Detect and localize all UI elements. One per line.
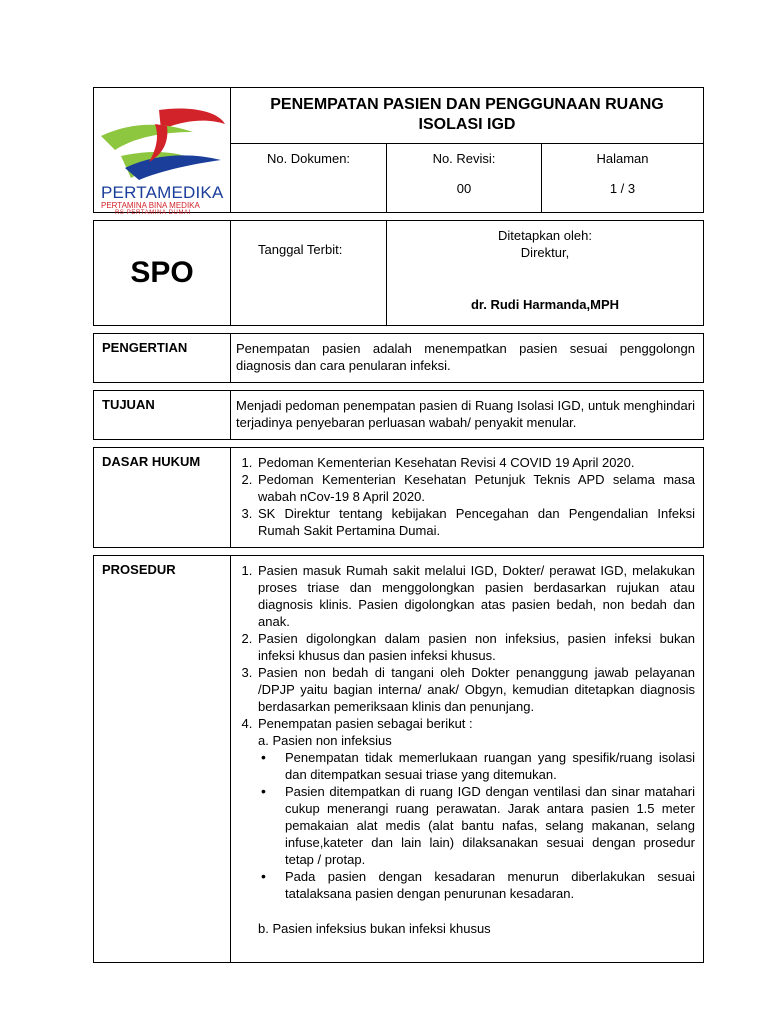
- section-text-pengertian: Penempatan pasien adalah menempatkan pasien sesuai penggolongn diagnosis dan cara penularan infeksi.: [231, 334, 704, 383]
- revision-label: No. Revisi:: [432, 151, 496, 166]
- approver-title: Direktur,: [520, 245, 570, 260]
- revision-cell: [387, 144, 542, 213]
- document-title: PENEMPATAN PASIEN DAN PENGGUNAAN RUANG ISOLASI IGD: [231, 88, 704, 144]
- list-item-text: Penempatan pasien sebagai berikut :: [258, 716, 473, 731]
- list-item: 3. SK Direktur tentang kebijakan Pencegahan dan Pengendalian Infeksi Rumah Sakit Pertamina Dumai.: [256, 505, 695, 539]
- logo-hospital: RS PERTAMINA DUMAI: [115, 210, 191, 216]
- revision-value: 00: [456, 181, 472, 196]
- issue-date-label: Tanggal Terbit:: [231, 221, 387, 326]
- section-label-pengertian: PENGERTIAN: [94, 334, 231, 383]
- logo-cell: [94, 88, 231, 216]
- list-item: 1. Pasien masuk Rumah sakit melalui IGD, Dokter/ perawat IGD, melakukan proses triase dan menggolongkan pasien berdasarkan rujukan atau diagnosis klinis. Pasien digolongkan atas pasien bedah, non bedah dan anak.: [256, 562, 695, 630]
- logo-name: PERTAMEDIKA: [101, 183, 224, 202]
- bullet-item: • Pada pasien dengan kesadaran menurun diberlakukan sesuai tatalaksana pasien dengan penurunan kesadaran.: [285, 868, 695, 902]
- header-table: [93, 87, 704, 963]
- page-cell: [542, 144, 704, 213]
- spo-document: [93, 87, 703, 963]
- bullet-item: • Pasien ditempatkan di ruang IGD dengan ventilasi dan sinar matahari cukup menerangi ruang perawatan. Jarak antara pasien 1.5 meter pemakaian alat medis (alat bantu nafas, selang makanan, selang infuse,kateter dan lain lain) dilaksanakan sesuai dengan prosedur tetap / protap.: [285, 783, 695, 868]
- section-label-dasar-hukum: DASAR HUKUM: [94, 448, 231, 548]
- sub-item-a: a. Pasien non infeksius: [258, 733, 392, 748]
- list-item: 2. Pedoman Kementerian Kesehatan Petunjuk Teknis APD selama masa wabah nCov-19 8 April 2020.: [256, 471, 695, 505]
- logo-subtitle: PERTAMINA BINA MEDIKA: [101, 201, 200, 210]
- dasar-hukum-list: [236, 454, 695, 539]
- spo-label: SPO: [94, 221, 231, 326]
- doc-number-cell: [231, 144, 387, 213]
- section-label-prosedur: PROSEDUR: [94, 556, 231, 963]
- list-item: 2. Pasien digolongkan dalam pasien non infeksius, pasien infeksi bukan infeksi khusus dan pasien infeksi khusus.: [256, 630, 695, 664]
- approval-cell: [387, 221, 704, 326]
- doc-number-label: No. Dokumen:: [266, 151, 351, 166]
- approved-by-label: Ditetapkan oleh:: [498, 228, 592, 243]
- section-body-prosedur: [231, 556, 704, 963]
- approver-name: dr. Rudi Harmanda,MPH: [470, 297, 620, 312]
- section-label-tujuan: TUJUAN: [94, 391, 231, 440]
- section-text-tujuan: Menjadi pedoman penempatan pasien di Ruang Isolasi IGD, untuk menghindari terjadinya penyebaran perluasan wabah/ penyakit menular.: [231, 391, 704, 440]
- list-item: [256, 715, 695, 937]
- list-item: 1. Pedoman Kementerian Kesehatan Revisi 4 COVID 19 April 2020.: [256, 454, 695, 471]
- page-label: Halaman: [596, 151, 649, 166]
- pertamedika-logo: [97, 106, 229, 216]
- prosedur-list: [236, 562, 695, 937]
- list-item: 3. Pasien non bedah di tangani oleh Dokter penanggung jawab pelayanan /DPJP yaitu bagian interna/ anak/ Obgyn, kemudian ditetapkan diagnosis berdasarkan pemeriksaan klinis dan penunjang.: [256, 664, 695, 715]
- sub-item-b: b. Pasien infeksius bukan infeksi khusus: [258, 921, 491, 936]
- page-value: 1 / 3: [609, 181, 636, 196]
- pertamedika-emblem-icon: [97, 106, 229, 182]
- bullet-item: • Penempatan tidak memerlukaan ruangan yang spesifik/ruang isolasi dan ditempatkan sesuai triase yang ditemukan.: [285, 749, 695, 783]
- sub-a-bullets: [258, 749, 695, 902]
- section-body-dasar-hukum: [231, 448, 704, 548]
